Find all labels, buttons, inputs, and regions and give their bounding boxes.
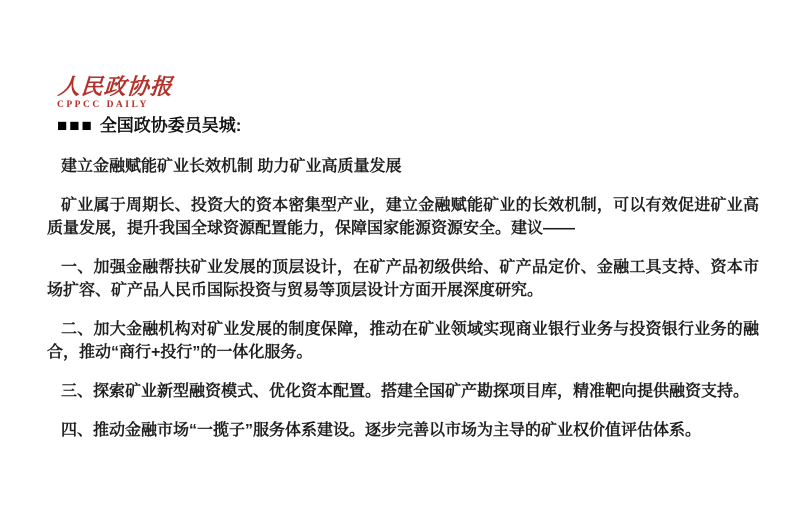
paragraph-point-4: 四、推动金融市场“一揽子”服务体系建设。逐步完善以市场为主导的矿业权价值评估体系。 xyxy=(61,422,702,439)
paragraph-intro: 矿业属于周期长、投资大的资本密集型产业，建立金融赋能矿业的长效机制，可以有效促进矿业高质量发展，提升我国全球资源配置能力，保障国家能源资源安全。建议—— xyxy=(47,197,759,237)
newspaper-logo-chinese: 人民政协报 xyxy=(57,74,174,100)
article-title: 建立金融赋能矿业长效机制 助力矿业高质量发展 xyxy=(61,158,402,175)
newspaper-logo-english: CPPCC DAILY xyxy=(57,100,149,110)
cppcc-daily-logo xyxy=(57,74,763,111)
article-body xyxy=(47,194,763,442)
paragraph-point-2: 二、加大金融机构对矿业发展的制度保障，推动在矿业领域实现商业银行业务与投资银行业务的融合，推动“商行+投行”的一体化服务。 xyxy=(47,321,759,361)
paragraph-point-3: 三、探索矿业新型融资模式、优化资本配置。搭建全国矿产勘探项目库，精准靶向提供融资支持。 xyxy=(61,383,750,400)
article-kicker xyxy=(57,114,763,138)
kicker-text: 全国政协委员吴城: xyxy=(99,116,242,135)
black-squares-icon: ■■■ xyxy=(57,116,94,135)
paragraph-point-1: 一、加强金融帮扶矿业发展的顶层设计，在矿产品初级供给、矿产品定价、金融工具支持、资本市场扩容、矿产品人民币国际投资与贸易等顶层设计方面开展深度研究。 xyxy=(47,259,759,299)
